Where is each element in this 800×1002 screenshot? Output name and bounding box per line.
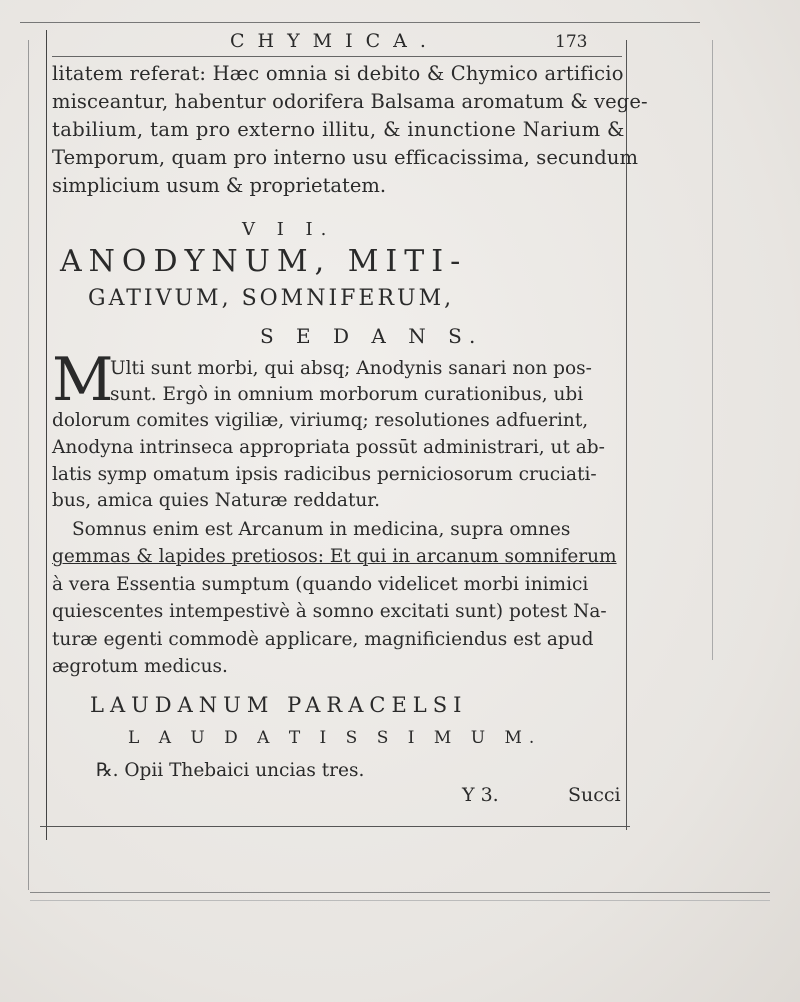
frame-line-left-outer xyxy=(28,40,29,890)
paragraph-line: latis symp omatum ipsis radicibus perniciosorum cruciati- xyxy=(52,464,597,485)
frame-line-left xyxy=(46,30,47,840)
signature-mark: Y 3. xyxy=(462,784,499,806)
paragraph-line: ægrotum medicus. xyxy=(52,656,228,677)
paragraph-line: Ulti sunt morbi, qui absq; Anodynis sanari non pos- xyxy=(110,358,592,379)
recipe-subtitle: L A U D A T I S S I M U M. xyxy=(128,728,542,748)
frame-line-top xyxy=(20,22,700,23)
catchword: Succi xyxy=(568,784,621,806)
frame-line-bottom-shadow xyxy=(30,900,770,901)
running-header xyxy=(230,30,630,56)
recipe-ingredient: ℞. Opii Thebaici uncias tres. xyxy=(96,760,365,781)
section-subtitle-sedans: S E D A N S. xyxy=(260,324,484,348)
paragraph-line: bus, amica quies Naturæ reddatur. xyxy=(52,490,380,511)
header-rule xyxy=(52,56,622,57)
paragraph-line: dolorum comites vigiliæ, viriumq; resolutiones adfuerint, xyxy=(52,410,589,431)
paragraph-line: turæ egenti commodè applicare, magnificiendus est apud xyxy=(52,629,594,650)
running-title: CHYMICA. xyxy=(230,30,439,52)
frame-line-right-outer xyxy=(712,40,713,660)
drop-cap: M xyxy=(52,345,114,415)
paragraph-line: Anodyna intrinseca appropriata possūt administrari, ut ab- xyxy=(52,437,605,458)
text-line: Temporum, quam pro interno usu efficacissima, secundum xyxy=(52,146,639,169)
frame-line-bottom xyxy=(40,826,630,827)
text-line: litatem referat: Hæc omnia si debito & Chymico artificio xyxy=(52,62,624,85)
page-number: 173 xyxy=(555,32,588,52)
section-number: V I I. xyxy=(242,219,335,240)
paragraph-line: Somnus enim est Arcanum in medicina, supra omnes xyxy=(72,519,571,540)
text-line: tabilium, tam pro externo illitu, & inunctione Narium & xyxy=(52,118,625,141)
paragraph-line: quiescentes intempestivè à somno excitati sunt) potest Na- xyxy=(52,601,607,622)
frame-line-bottom-outer xyxy=(30,892,770,893)
recipe-title: LAUDANUM PARACELSI xyxy=(90,693,468,717)
text-line: simplicium usum & proprietatem. xyxy=(52,174,387,197)
section-subtitle: GATIVUM, SOMNIFERUM, xyxy=(88,286,455,311)
section-title: ANODYNUM, MITI- xyxy=(60,244,468,279)
paragraph-line: à vera Essentia sumptum (quando videlicet morbi inimici xyxy=(52,574,589,595)
paragraph-line: sunt. Ergò in omnium morborum curationibus, ubi xyxy=(110,384,584,405)
text-line: misceantur, habentur odorifera Balsama aromatum & vege- xyxy=(52,90,648,113)
paragraph-line-underlined: gemmas & lapides pretiosos: Et qui in arcanum somniferum xyxy=(52,546,617,567)
